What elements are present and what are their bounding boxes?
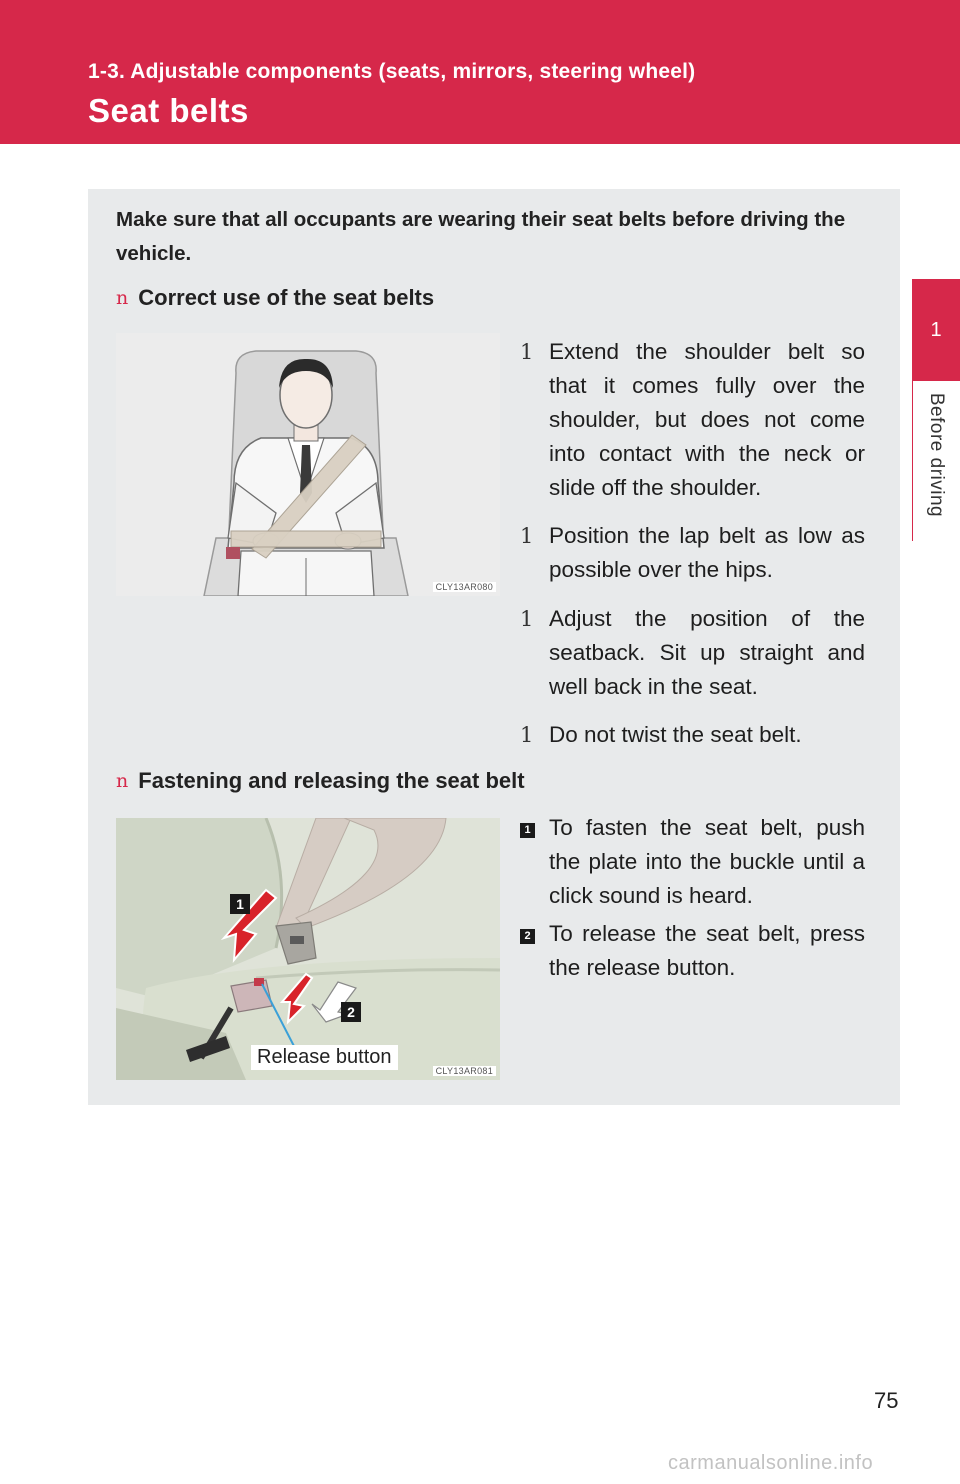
chapter-number: 1 xyxy=(930,318,942,341)
heading-correct-use xyxy=(116,285,434,311)
fasten-item xyxy=(520,811,865,913)
step-marker: 1 xyxy=(520,607,534,631)
step-item xyxy=(520,335,865,505)
figure-code: CLY13AR080 xyxy=(433,582,496,592)
callout-1: 1 xyxy=(236,896,244,912)
bullet-marker: n xyxy=(116,287,129,309)
page-title: Seat belts xyxy=(88,92,249,129)
release-button-label: Release button xyxy=(251,1045,398,1070)
step-marker: 1 xyxy=(520,524,534,548)
buckle-illustration xyxy=(116,818,500,1080)
heading-fastening-text: Fastening and releasing the seat belt xyxy=(138,768,525,793)
side-divider xyxy=(912,381,913,541)
seated-occupant-illustration xyxy=(116,333,500,596)
heading-correct-use-text: Correct use of the seat belts xyxy=(138,285,435,310)
step-marker: 1 xyxy=(520,340,534,364)
step-text: Do not twist the seat belt. xyxy=(549,722,802,747)
fasten-text: To fasten the seat belt, push the plate into the buckle until a click sound is heard. xyxy=(549,815,865,908)
item-marker-2: 2 xyxy=(520,929,535,944)
step-item xyxy=(520,519,865,587)
item-marker-1: 1 xyxy=(520,823,535,838)
watermark: carmanualsonline.info xyxy=(668,1452,874,1474)
heading-fastening xyxy=(116,768,525,794)
intro-text: Make sure that all occupants are wearing their seat belts before driving the vehicle. xyxy=(116,208,846,265)
section-title: 1-3. Adjustable components (seats, mirrors, steering wheel) xyxy=(88,60,696,83)
release-item xyxy=(520,917,865,985)
page-number: 75 xyxy=(874,1388,899,1413)
figure-fastening xyxy=(116,818,500,1080)
bullet-marker: n xyxy=(116,770,129,792)
step-text: Position the lap belt as low as possible over the hips. xyxy=(549,523,865,582)
callout-2: 2 xyxy=(347,1004,355,1020)
figure-correct-use xyxy=(116,333,500,596)
release-text: To release the seat belt, press the release button. xyxy=(549,921,865,980)
chapter-label: Before driving xyxy=(926,392,947,518)
figure-code: CLY13AR081 xyxy=(433,1066,496,1076)
step-marker: 1 xyxy=(520,723,534,747)
step-text: Adjust the position of the seatback. Sit up straight and well back in the seat. xyxy=(549,606,865,699)
step-text: Extend the shoulder belt so that it comes fully over the shoulder, but does not come into contact with the neck or slide off the shoulder. xyxy=(549,339,865,500)
step-item xyxy=(520,602,865,704)
step-item xyxy=(520,718,865,752)
